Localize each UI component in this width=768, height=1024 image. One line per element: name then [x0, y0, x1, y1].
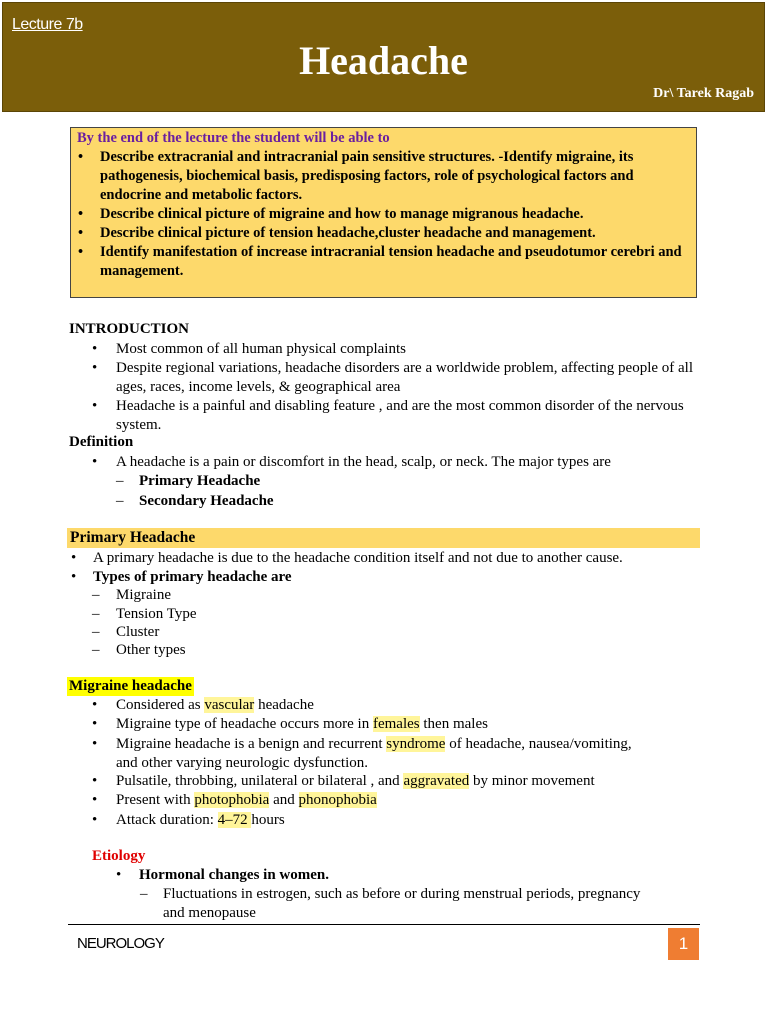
- migraine-item: Attack duration: 4–72 hours: [116, 812, 285, 828]
- page-number: 1: [668, 928, 699, 960]
- bullet-icon: •: [92, 398, 98, 414]
- footer-label: NEUROLOGY: [77, 935, 164, 952]
- primary-section-bar: [67, 528, 700, 548]
- dash-icon: –: [92, 624, 100, 640]
- primary-item: Types of primary headache are: [93, 569, 292, 585]
- definition-type: Primary Headache: [139, 473, 261, 489]
- author: Dr\ Tarek Ragab: [653, 86, 754, 101]
- intro-item: Most common of all human physical complaints: [116, 341, 406, 357]
- objective-item: • Describe clinical picture of tension headache,cluster headache and management.: [77, 224, 688, 243]
- etiology-item: Hormonal changes in women.: [139, 867, 330, 883]
- definition-type: Secondary Headache: [139, 493, 274, 509]
- primary-heading: Primary Headache: [70, 529, 196, 546]
- dash-icon: –: [116, 493, 124, 509]
- etiology-sub: Fluctuations in estrogen, such as before or during menstrual periods, pregnancy and menopause: [163, 886, 641, 921]
- footer-divider: [68, 924, 700, 925]
- page-title: Headache: [299, 38, 468, 83]
- migraine-item: Migraine headache is a benign and recurrent syndrome of headache, nausea/vomiting, and other varying neurologic dysfunction.: [116, 736, 632, 771]
- header-banner: [2, 2, 765, 112]
- migraine-item: Considered as vascular headache: [116, 697, 314, 713]
- intro-item: Despite regional variations, headache disorders are a worldwide problem, affecting people of all ages, races, income levels, & geographical area: [116, 360, 694, 395]
- bullet-icon: •: [92, 360, 98, 376]
- migraine-item: Migraine type of headache occurs more in females then males: [116, 716, 488, 732]
- bullet-icon: •: [71, 569, 77, 585]
- introduction-heading: INTRODUCTION: [69, 321, 190, 337]
- objective-item: • Describe extracranial and intracranial pain sensitive structures. -Identify migraine, its pathogenesis, biochemical basis, predisposing factors, role of psychological factors and endocrine and metabolic factors.: [77, 148, 688, 205]
- objectives-box: [70, 127, 697, 298]
- bullet-icon: •: [92, 716, 98, 732]
- bullet-icon: •: [92, 736, 98, 752]
- definition-heading: Definition: [69, 434, 134, 450]
- intro-item: Headache is a painful and disabling feature , and are the most common disorder of the nervous system.: [116, 398, 684, 433]
- etiology-heading: Etiology: [92, 848, 146, 864]
- bullet-icon: •: [92, 341, 98, 357]
- objective-item: • Describe clinical picture of migraine and how to manage migranous headache.: [77, 205, 688, 224]
- definition-item: A headache is a pain or discomfort in the head, scalp, or neck. The major types are: [116, 454, 611, 470]
- bullet-icon: •: [71, 550, 77, 566]
- primary-type: Other types: [116, 642, 186, 658]
- migraine-item: Present with photophobia and phonophobia: [116, 792, 377, 808]
- objective-item: • Identify manifestation of increase intracranial tension headache and pseudotumor cerebri and management.: [77, 243, 688, 281]
- dash-icon: –: [92, 587, 100, 603]
- bullet-icon: •: [92, 792, 98, 808]
- primary-type: Tension Type: [116, 606, 197, 622]
- dash-icon: –: [92, 606, 100, 622]
- bullet-icon: •: [92, 812, 98, 828]
- objectives-intro: By the end of the lecture the student will be able to: [77, 130, 390, 146]
- primary-type: Cluster: [116, 624, 160, 640]
- lecture-tag: Lecture 7b: [12, 16, 83, 33]
- primary-item: A primary headache is due to the headache condition itself and not due to another cause.: [93, 550, 623, 566]
- migraine-heading: Migraine headache: [69, 678, 192, 694]
- bullet-icon: •: [92, 454, 98, 470]
- dash-icon: –: [92, 642, 100, 658]
- dash-icon: –: [140, 886, 148, 902]
- dash-icon: –: [116, 473, 124, 489]
- bullet-icon: •: [116, 867, 122, 883]
- migraine-item: Pulsatile, throbbing, unilateral or bilateral , and aggravated by minor movement: [116, 773, 595, 789]
- primary-type: Migraine: [116, 587, 171, 603]
- bullet-icon: •: [92, 697, 98, 713]
- bullet-icon: •: [92, 773, 98, 789]
